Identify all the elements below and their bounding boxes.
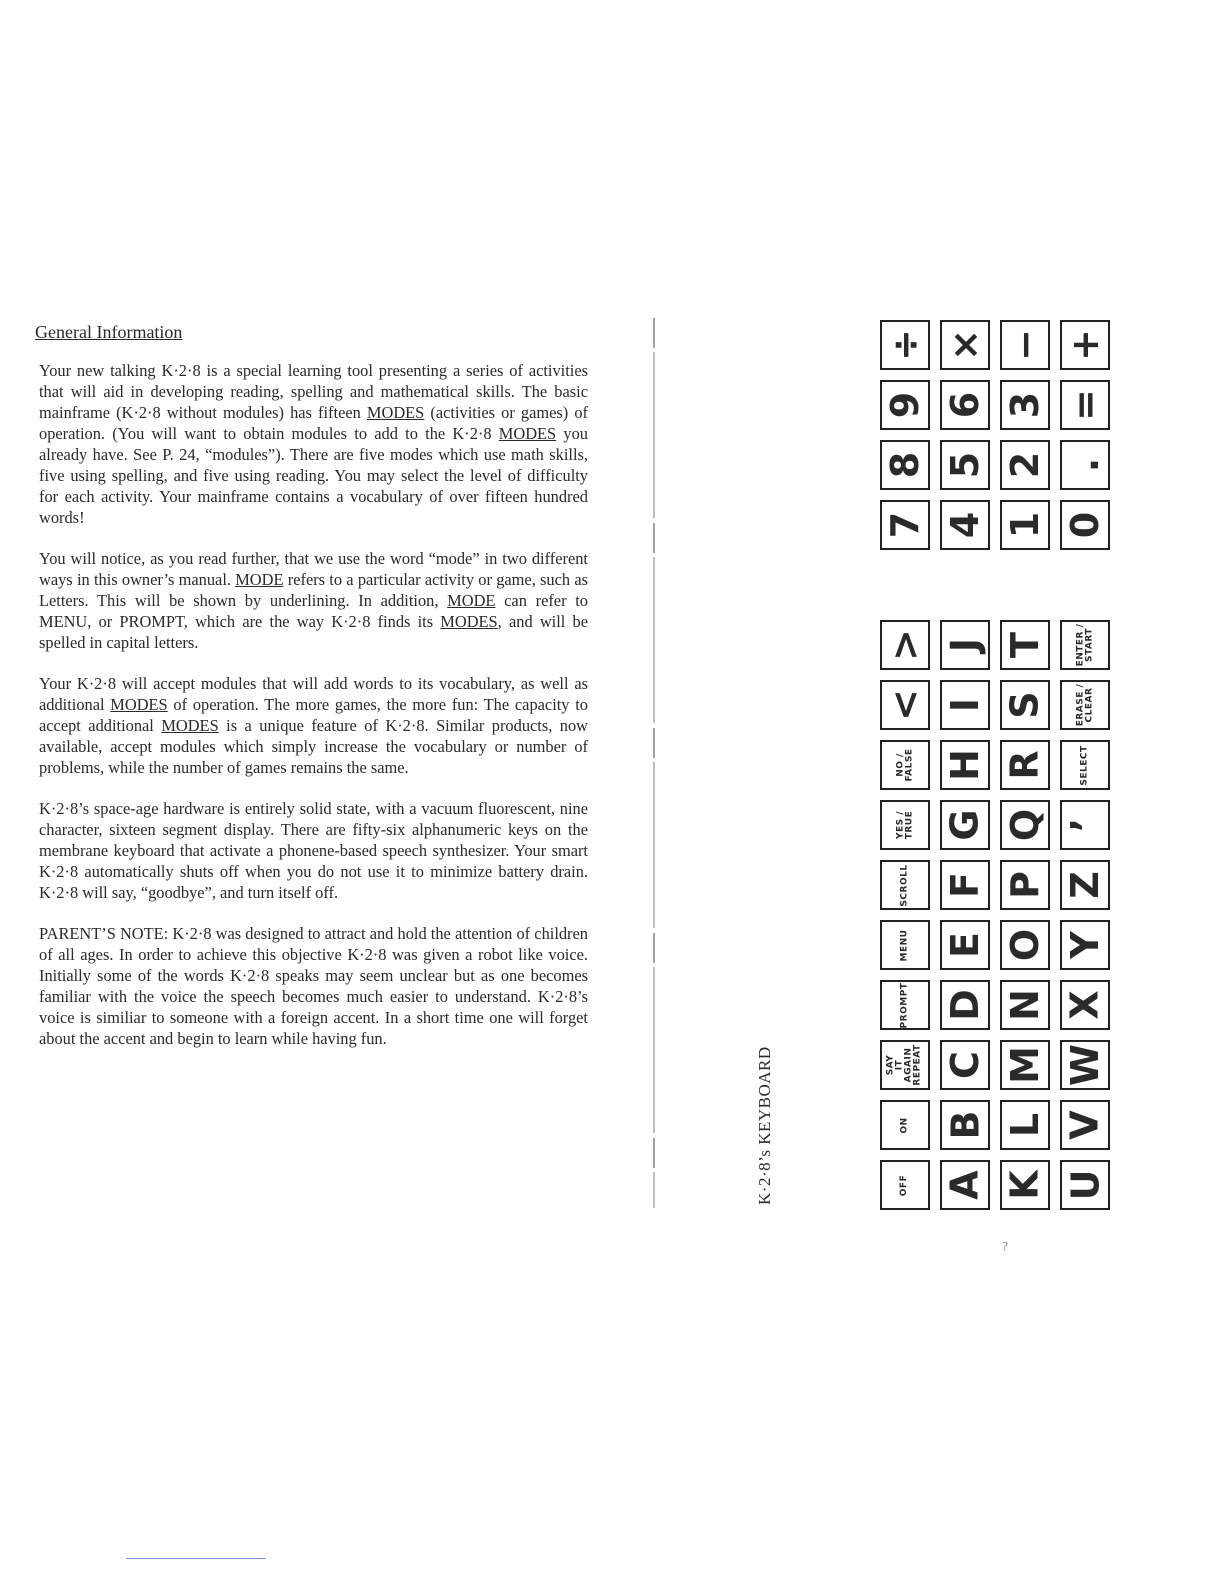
key-v [1060, 1100, 1110, 1150]
key-l-label: L [1003, 1112, 1047, 1138]
key-1-label: 1 [1002, 511, 1047, 539]
key-less [880, 680, 930, 730]
key-m-label: M [1002, 1046, 1047, 1084]
underlined-term: MODES [161, 716, 219, 735]
key-menu-label: MENU [899, 929, 910, 961]
key-5 [940, 440, 990, 490]
key-multiply [940, 320, 990, 370]
key-g-label: G [942, 809, 987, 841]
key-i-label: I [942, 697, 987, 713]
key-yes-true-label: YES / TRUE [895, 810, 914, 840]
key-0-label: 0 [1062, 511, 1107, 539]
key-select-label: SELECT [1079, 744, 1090, 786]
key-x [1060, 980, 1110, 1030]
key-q [1000, 800, 1050, 850]
key-m [1000, 1040, 1050, 1090]
key-2-label: 2 [1002, 451, 1047, 479]
underlined-term: MODES [110, 695, 168, 714]
paragraph-2: You will notice, as you read further, that we use the word “mode” in two different ways in this owner’s manual. MODE refers to a particular activity or game, such as Letters. This will be shown by underlining. In addition, MODE can refer to MENU, or PROMPT, which are the way K·2·8 finds its MODES, and will be spelled in capital letters. [39, 549, 588, 652]
key-y [1060, 920, 1110, 970]
key-less-label: < [883, 689, 927, 721]
underlined-term: MODE [447, 591, 496, 610]
key-no-false [880, 740, 930, 790]
key-erase-clear [1060, 680, 1110, 730]
key-divide-label: ÷ [883, 329, 927, 361]
key-multiply-label: × [943, 329, 987, 361]
key-a-label: A [942, 1170, 987, 1200]
key-g [940, 800, 990, 850]
underlined-term: MODES [498, 424, 557, 443]
key-c [940, 1040, 990, 1090]
key-j-label: J [942, 637, 987, 653]
key-say-it-again-label: SAY IT AGAIN REPEAT [885, 1044, 923, 1086]
key-q-label: Q [1003, 808, 1047, 842]
key-p [1000, 860, 1050, 910]
key-b [940, 1100, 990, 1150]
key-decimal-label: . [1063, 457, 1107, 473]
key-p-label: P [1002, 871, 1047, 899]
left-page [35, 318, 588, 1069]
key-equals-label: = [1063, 389, 1107, 421]
key-h-label: H [943, 749, 987, 781]
key-8-label: 8 [882, 451, 927, 479]
key-w [1060, 1040, 1110, 1090]
key-greater [880, 620, 930, 670]
key-7-label: 7 [882, 511, 927, 539]
key-apostrophe-label: ’ [1063, 817, 1107, 833]
key-1 [1000, 500, 1050, 550]
key-0 [1060, 500, 1110, 550]
key-v-label: V [1062, 1110, 1107, 1140]
key-prompt [880, 980, 930, 1030]
key-enter-start [1060, 620, 1110, 670]
paragraph-1: Your new talking K·2·8 is a special learning tool presenting a series of activities that will aid in developing reading, spelling and mathematical skills. The basic mainframe (K·2·8 without modules) has fifteen MODES (activities or games) of operation. (You will want to obtain modules to add to the K·2·8 MODES you already have. See P. 24, “modules”). There are five modes which use math skills, five using spelling, and five using reading. You may select the level of difficulty for each activity. Your mainframe contains a vocabulary of over fifteen hundred words! [39, 361, 588, 527]
key-k [1000, 1160, 1050, 1210]
page-mark: ? [1002, 1240, 1008, 1253]
key-7 [880, 500, 930, 550]
key-2 [1000, 440, 1050, 490]
key-6 [940, 380, 990, 430]
key-divide [880, 320, 930, 370]
key-equals [1060, 380, 1110, 430]
key-e-label: E [943, 932, 987, 958]
key-4-label: 4 [942, 511, 987, 539]
key-s [1000, 680, 1050, 730]
paragraph-4: K·2·8’s space-age hardware is entirely solid state, with a vacuum fluorescent, nine character, sixteen segment display. There are fifty-six alphanumeric keys on the membrane keyboard that activate a phonene-based speech synthesizer. Your smart K·2·8 automatically shuts off when you do not use it to minimize battery drain. K·2·8 will say, “goodbye”, and turn itself off. [39, 799, 588, 902]
key-on-label: ON [899, 1116, 910, 1134]
key-say-it-again [880, 1040, 930, 1090]
paragraph-3: Your K·2·8 will accept modules that will add words to its vocabulary, as well as additional MODES of operation. The more games, the more fun: The capacity to accept additional MODES is a unique feature of K·2·8. Similar products, now available, accept modules which simply increase the vocabulary or number of problems, while the number of games remains the same. [39, 674, 588, 777]
paragraph-5: PARENT’S NOTE: K·2·8 was designed to attract and hold the attention of children of all ages. In order to achieve this objective K·2·8 was given a robot like voice. Initially some of the words K·2·8 speaks may seem unclear but as one becomes familiar with the voice the speech becomes much easier to understand. K·2·8’s voice is similiar to someone with a foreign accent. In a short time one will forget about the accent and begin to learn while having fun. [39, 924, 588, 1048]
key-greater-label: > [883, 629, 927, 661]
keyboard-caption: K·2·8’s KEYBOARD [755, 1046, 774, 1205]
key-s-label: S [1003, 691, 1047, 719]
key-off [880, 1160, 930, 1210]
key-i [940, 680, 990, 730]
key-z [1060, 860, 1110, 910]
key-y-label: Y [1063, 931, 1107, 959]
key-yes-true [880, 800, 930, 850]
key-enter-start-label: ENTER / START [1074, 623, 1094, 667]
key-o [1000, 920, 1050, 970]
key-w-label: W [1062, 1044, 1107, 1086]
key-scroll [880, 860, 930, 910]
key-u [1060, 1160, 1110, 1210]
key-3 [1000, 380, 1050, 430]
key-j [940, 620, 990, 670]
key-f-label: F [943, 872, 987, 898]
key-c-label: C [942, 1051, 987, 1079]
key-t [1000, 620, 1050, 670]
key-prompt-label: PROMPT [899, 982, 910, 1028]
underlined-term: MODES [366, 403, 425, 422]
underlined-term: MODES [440, 612, 498, 631]
key-b-label: B [943, 1110, 987, 1140]
key-menu [880, 920, 930, 970]
key-n [1000, 980, 1050, 1030]
key-plus-label: + [1063, 329, 1107, 361]
key-select [1060, 740, 1110, 790]
key-r [1000, 740, 1050, 790]
key-no-false-label: NO / FALSE [894, 748, 914, 782]
key-4 [940, 500, 990, 550]
key-u-label: U [1062, 1169, 1107, 1201]
key-9 [880, 380, 930, 430]
key-6-label: 6 [942, 391, 987, 419]
key-e [940, 920, 990, 970]
key-n-label: N [1003, 989, 1047, 1021]
key-r-label: R [1002, 750, 1047, 780]
body-text [35, 360, 588, 1049]
key-d [940, 980, 990, 1030]
key-on [880, 1100, 930, 1150]
page-gutter [653, 318, 655, 1208]
key-minus-label: − [1003, 329, 1047, 361]
key-8 [880, 440, 930, 490]
scan-artifact-line [126, 1558, 266, 1559]
key-l [1000, 1100, 1050, 1150]
key-a [940, 1160, 990, 1210]
key-erase-clear-label: ERASE / CLEAR [1075, 683, 1094, 727]
key-5-label: 5 [942, 451, 987, 479]
key-t-label: T [1002, 632, 1047, 658]
key-scroll-label: SCROLL [899, 863, 910, 907]
key-o-label: O [1003, 928, 1047, 962]
key-k-label: K [1002, 1170, 1047, 1200]
key-off-label: OFF [899, 1174, 910, 1196]
key-d-label: D [942, 989, 987, 1021]
key-h [940, 740, 990, 790]
section-heading: General Information [35, 322, 183, 342]
key-minus [1000, 320, 1050, 370]
key-decimal [1060, 440, 1110, 490]
key-f [940, 860, 990, 910]
key-plus [1060, 320, 1110, 370]
underlined-term: MODE [235, 570, 284, 589]
key-x-label: X [1063, 990, 1107, 1020]
key-9-label: 9 [882, 391, 927, 419]
key-3-label: 3 [1002, 391, 1047, 419]
key-z-label: Z [1063, 871, 1107, 899]
key-apostrophe [1060, 800, 1110, 850]
